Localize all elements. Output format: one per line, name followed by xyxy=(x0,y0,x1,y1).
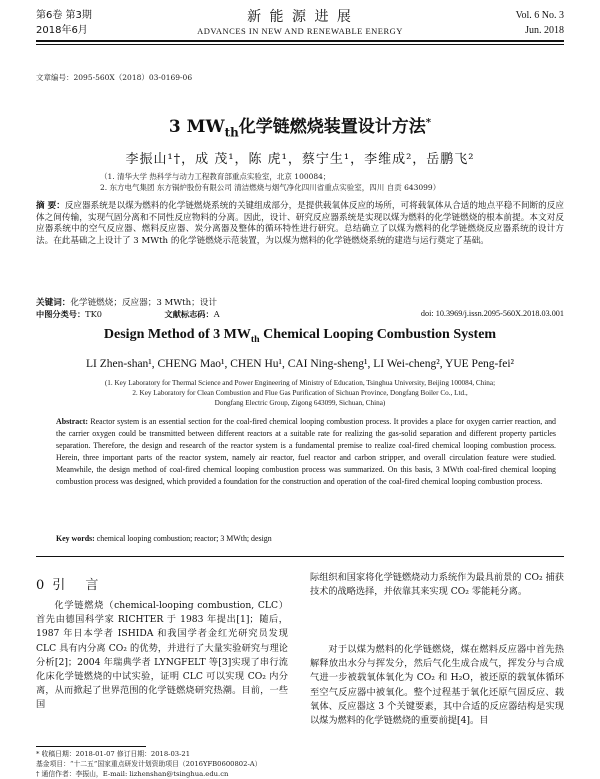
title-cn-post: 化学链燃烧装置设计方法 xyxy=(238,117,426,137)
issue-en: Vol. 6 No. 3 xyxy=(515,10,564,21)
authors-cn: 李振山¹†，成 茂¹，陈 虎¹，蔡宁生¹，李维成²，岳鹏飞² xyxy=(125,152,475,167)
body-right-continuation: 际组织和国家将化学链燃烧动力系统作为最具前景的 CO₂ 捕获技术的战略选择，并依靠其来实现 CO₂ 零能耗分离。 xyxy=(310,572,564,598)
keywords-en-label: Key words: xyxy=(56,534,95,543)
keywords-cn xyxy=(36,296,564,308)
abstract-en-label: Abstract: xyxy=(56,417,88,426)
body-right-paragraph: 对于以煤为燃料的化学链燃烧，煤在燃料反应器中首先热解释放出水分与挥发分，然后气化生成合成气，挥发分与合成气进一步被载氧体氧化为 CO₂ 和 H₂O，被还原的载氧体循环至空气反应器中被氧化。整个过程基于氧化还原气固反应、载氧体、反应器这 3 个关键要素，其中合适的反应器结构是实现以煤为燃料的化学链燃烧的重要前提[4]。目 xyxy=(310,644,564,727)
keywords-cn-text: 化学链燃烧；反应器；3 MWth；设计 xyxy=(70,298,217,308)
affiliation-en-line: (1. Key Laboratory for Thermal Science and Power Engineering of Ministry of Education, Tsinghua University, Beijing 100084, China; xyxy=(104,379,496,387)
affiliation-en-line: Dongfang Electric Group, Zigong 643099, Sichuan, China) xyxy=(214,399,386,407)
footnote-line: † 通信作者：李振山，E-mail: lizhenshan@tsinghua.edu.cn xyxy=(36,770,229,778)
header-rule-thick xyxy=(36,40,564,42)
abstract-cn-text: 反应器系统是以煤为燃料的化学链燃烧系统的关键组成部分，是提供载氧体反应的场所，可将载氧体从合适的地点平稳不间断的反应体之间传输，实现气固分离和不同性反应物料的分离。因此，设计、研究反应器系统是实现以煤为燃料的化学链燃烧的根本前提。本文对反应器系统中的空气反应器、燃料反应器、炭分离器及整体的循环特性进行研究。总结确立了以煤为燃料的化学链燃烧反应器系统的设计方法。在此基础之上设计了 3 MWth 的化学链燃烧示范装置，为以煤为燃料的化学链燃烧系统的建造与运行奠定了基础。 xyxy=(36,201,564,246)
affiliation-en-line: 2. Key Laboratory for Clean Combustion and Flue Gas Purification of Sichuan Province, Dongfang Boiler Co., Ltd., xyxy=(132,389,468,397)
abstract-cn xyxy=(36,201,564,247)
affiliations-cn xyxy=(100,171,520,193)
doi-value: 10.3969/j.issn.2095-560X.2018.03.001 xyxy=(435,309,564,318)
title-cn-footnote-mark: * xyxy=(425,116,432,129)
keywords-cn-label: 关键词： xyxy=(36,298,71,308)
doi-label: doi: xyxy=(420,309,436,318)
date-en: Jun. 2018 xyxy=(525,25,564,36)
body-left-column: 化学链燃烧（chemical-looping combustion, CLC）首先由德国科学家 RICHTER 于 1983 年提出[1]；随后，1987 年日本学者 ISHIDA 和我国学者金红光研究员发现 CLC 具有内分离 CO₂ 的优势，并进行了大量实验研究与理论分析[2]；2004 年瑞典学者 LYNGFELT 等[3]实现了串行流化床化学链燃烧的中试实验，证明 CLC 可以实现 CO₂ 内分离，从而掀起了世界范围的化学链燃烧研究热潮。目前，一些国 xyxy=(36,600,288,711)
section-heading xyxy=(36,574,106,593)
issue-cn: 第6卷 第3期 xyxy=(36,10,92,21)
journal-title-cn: 新 能 源 进 展 xyxy=(247,9,353,25)
footnote-line: * 收稿日期：2018-01-07 修订日期：2018-03-21 xyxy=(36,750,191,758)
section-title: 引 言 xyxy=(52,578,107,593)
abstract-en xyxy=(56,416,556,487)
date-cn: 2018年6月 xyxy=(36,25,88,36)
title-en-post: Chemical Looping Combustion System xyxy=(259,327,497,342)
clc-value: TK0 xyxy=(85,309,102,319)
abstract-en-text: Reactor system is an essential section for the coal-fired chemical looping combustion process. It provides a place for oxygen carrier reaction, and the carrier oxygen could be transmitted between different reactors at a suitable rate for realizing the gas-solid separation and different property particles separation. Therefore, the design and research of the reactor system is a fundamental premise to realize coal-fired chemical looping combustion process. Herein, three important parts of the reactor system, namely air reactor, fuel reactor and carbon stripper, and overall circulation feature were studied. Meanwhile, the design method of coal-fired chemical looping combustion process was summarized. On this basis, 3 MWth coal-fired chemical looping combustion process was designed, which provided a foundation for the construction and operation of the coal-fired chemical looping combustion process. xyxy=(56,417,556,486)
abstract-rule xyxy=(36,556,564,557)
affiliation-cn-line: 2. 东方电气集团 东方锅炉股份有限公司 清洁燃烧与烟气净化四川省重点实验室，四川 自贡 643099） xyxy=(100,183,441,192)
title-cn xyxy=(0,112,600,139)
code-label: 文献标志码： xyxy=(164,309,214,319)
article-number: 文章编号：2095-560X（2018）03-0169-06 xyxy=(36,73,193,82)
code-value: A xyxy=(213,309,220,319)
section-number: 0 xyxy=(36,578,53,593)
footnote-line: 基金项目：“十二五”国家重点研发计划资助项目（2016YFB0600802-A） xyxy=(36,760,262,768)
classification-row xyxy=(36,309,564,320)
title-en xyxy=(0,327,600,345)
footnotes xyxy=(36,749,336,779)
clc-label: 中图分类号： xyxy=(36,309,86,319)
title-cn-pre: 3 MW xyxy=(168,117,225,137)
header-rule-thin xyxy=(36,44,564,45)
title-en-pre: Design Method of 3 MW xyxy=(103,327,251,342)
title-cn-sub: th xyxy=(224,125,239,140)
keywords-en xyxy=(56,534,556,543)
keywords-en-text: chemical looping combustion; reactor; 3 MWth; design xyxy=(96,534,272,543)
affiliations-en xyxy=(60,378,540,408)
affiliation-cn-line: （1. 清华大学 热科学与动力工程教育部重点实验室，北京 100084； xyxy=(100,172,331,181)
title-en-sub: th xyxy=(250,333,260,345)
footnote-rule xyxy=(36,746,146,747)
abstract-cn-label: 摘 要： xyxy=(36,201,65,211)
journal-title-en: ADVANCES IN NEW AND RENEWABLE ENERGY xyxy=(197,26,403,36)
authors-en: LI Zhen-shan¹, CHENG Mao¹, CHEN Hu¹, CAI Ning-sheng¹, LI Wei-cheng², YUE Peng-fei² xyxy=(86,358,514,370)
